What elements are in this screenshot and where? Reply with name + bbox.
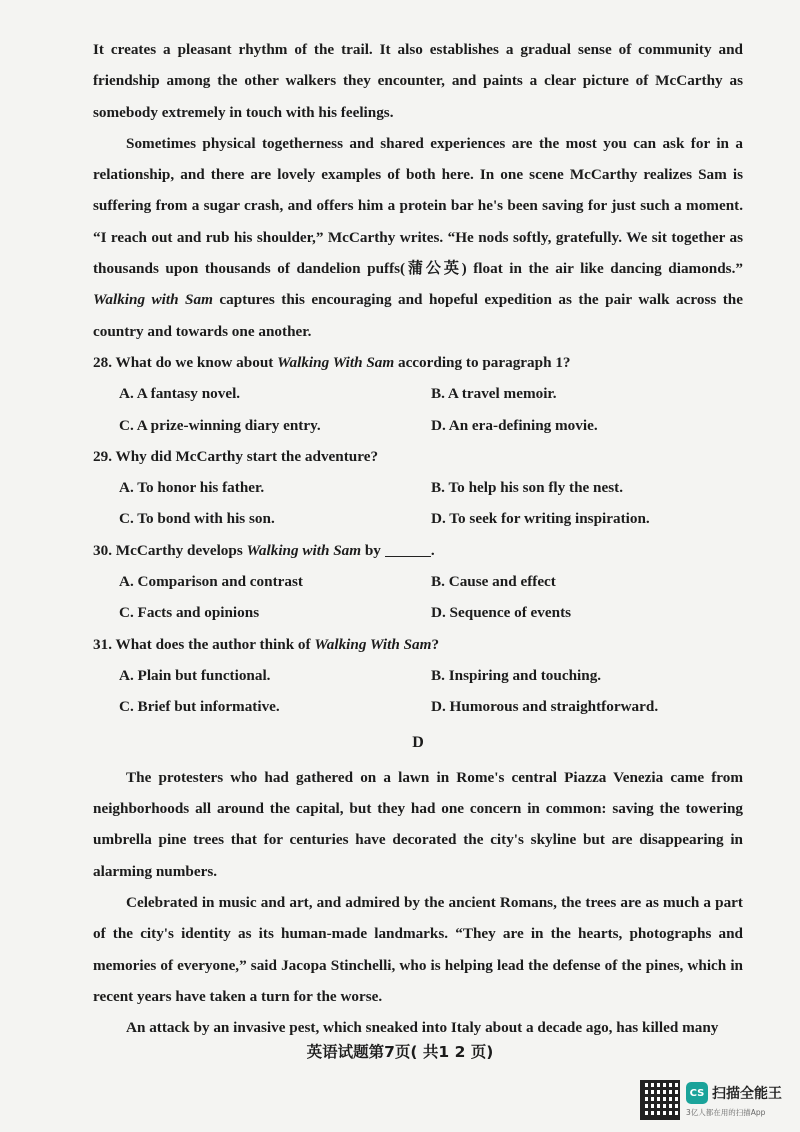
section-d-title: D xyxy=(412,733,424,751)
paragraph-text: Sometimes physical togetherness and shared experiences are the most you can ask for in a relationship, and there are lovely examples of both here. In one scene McCarthy realizes Sam is suffering from a sugar crash, and offers him a protein bar he's been saving for just such a moment. “I reach out and rub his shoulder,” McCarthy writes. “He nods softly, gratefully. We sit together as thousands upon thousands of dandelion puffs(蒲公英) float in the air like dancing diamonds.” xyxy=(93,134,743,278)
option-d: D. To seek for writing inspiration. xyxy=(431,510,650,528)
option-a: A. Plain but functional. xyxy=(119,666,271,684)
option-c: C. To bond with his son. xyxy=(119,510,275,528)
option-d: D. An era-defining movie. xyxy=(431,416,598,434)
passage-d-paragraph: An attack by an invasive pest, which sneaked into Italy about a decade ago, has killed many xyxy=(126,1019,719,1037)
option-b: B. Cause and effect xyxy=(431,573,556,591)
question-30-options-row xyxy=(93,597,743,628)
option-d: D. Humorous and straightforward. xyxy=(431,698,659,716)
stem-text: according to paragraph 1? xyxy=(394,353,571,371)
stem-text: 28. What do we know about xyxy=(93,353,278,371)
stem-text: 30. McCarthy develops xyxy=(93,541,247,559)
passage-d-paragraph: The protesters who had gathered on a lawn in Rome's central Piazza Venezia came from neighborhoods all around the capital, but they had one concern in common: saving the towering umbrella pine trees that for centuries have decorated the city's skyline but are disappearing in alarming numbers. xyxy=(93,768,743,880)
question-29-options-row xyxy=(93,472,743,503)
exam-page-body xyxy=(93,34,743,1044)
book-title: Walking With Sam xyxy=(277,353,395,371)
option-a: A. A fantasy novel. xyxy=(119,385,241,403)
stem-text: by xyxy=(361,541,381,559)
question-28-options-row xyxy=(93,410,743,441)
paragraph-text: captures this encouraging and hopeful expedition as the pair walk across the country and towards one another. xyxy=(93,291,743,340)
question-31-options-row xyxy=(93,691,743,722)
option-a: A. Comparison and contrast xyxy=(119,573,303,591)
scanner-app-name: 扫描全能王 xyxy=(712,1086,782,1102)
option-b: B. To help his son fly the nest. xyxy=(431,479,624,497)
book-title: Walking with Sam xyxy=(93,291,213,309)
question-28-options-row xyxy=(93,378,743,409)
question-31-stem xyxy=(93,629,743,660)
passage-paragraph: It creates a pleasant rhythm of the trail. It also establishes a gradual sense of community and friendship among the other walkers they encounter, and paints a clear picture of McCarthy as somebody extremely in touch with his feelings. xyxy=(93,41,743,121)
stem-text: ? xyxy=(431,635,440,653)
question-30-options-row xyxy=(93,566,743,597)
option-d: D. Sequence of events xyxy=(431,604,572,622)
option-a: A. To honor his father. xyxy=(119,479,265,497)
question-29-stem: 29. Why did McCarthy start the adventure? xyxy=(93,447,379,465)
question-31-options-row xyxy=(93,660,743,691)
question-29-options-row xyxy=(93,503,743,534)
option-b: B. Inspiring and touching. xyxy=(431,666,602,684)
passage-d-paragraph: Celebrated in music and art, and admired by the ancient Romans, the trees are as much a part of the city's identity as its human-made landmarks. “They are in the hearts, photographs and memories of everyone,” said Jacopa Stinchelli, who is helping lead the defense of the pines, which in recent years have taken a turn for the worse. xyxy=(93,894,743,1005)
option-c: C. Brief but informative. xyxy=(119,698,280,716)
scanner-app-tagline: 3亿人都在用的扫描App xyxy=(686,1108,766,1117)
question-28-stem xyxy=(93,347,743,378)
qr-code-icon xyxy=(640,1080,680,1120)
book-title: Walking With Sam xyxy=(314,635,432,653)
stem-text: 31. What does the author think of xyxy=(93,635,315,653)
option-c: C. Facts and opinions xyxy=(119,604,260,622)
book-title: Walking with Sam xyxy=(246,541,362,559)
question-30-stem: 30. McCarthy develops Walking with Sam by . xyxy=(93,541,435,559)
option-c: C. A prize-winning diary entry. xyxy=(119,416,321,434)
camscanner-logo-icon: CS xyxy=(686,1082,708,1104)
option-b: B. A travel memoir. xyxy=(431,385,557,403)
answer-blank xyxy=(385,540,431,557)
page-footer: 英语试题第7页( 共1 2 页) xyxy=(306,1043,494,1061)
passage-paragraph xyxy=(93,128,743,347)
